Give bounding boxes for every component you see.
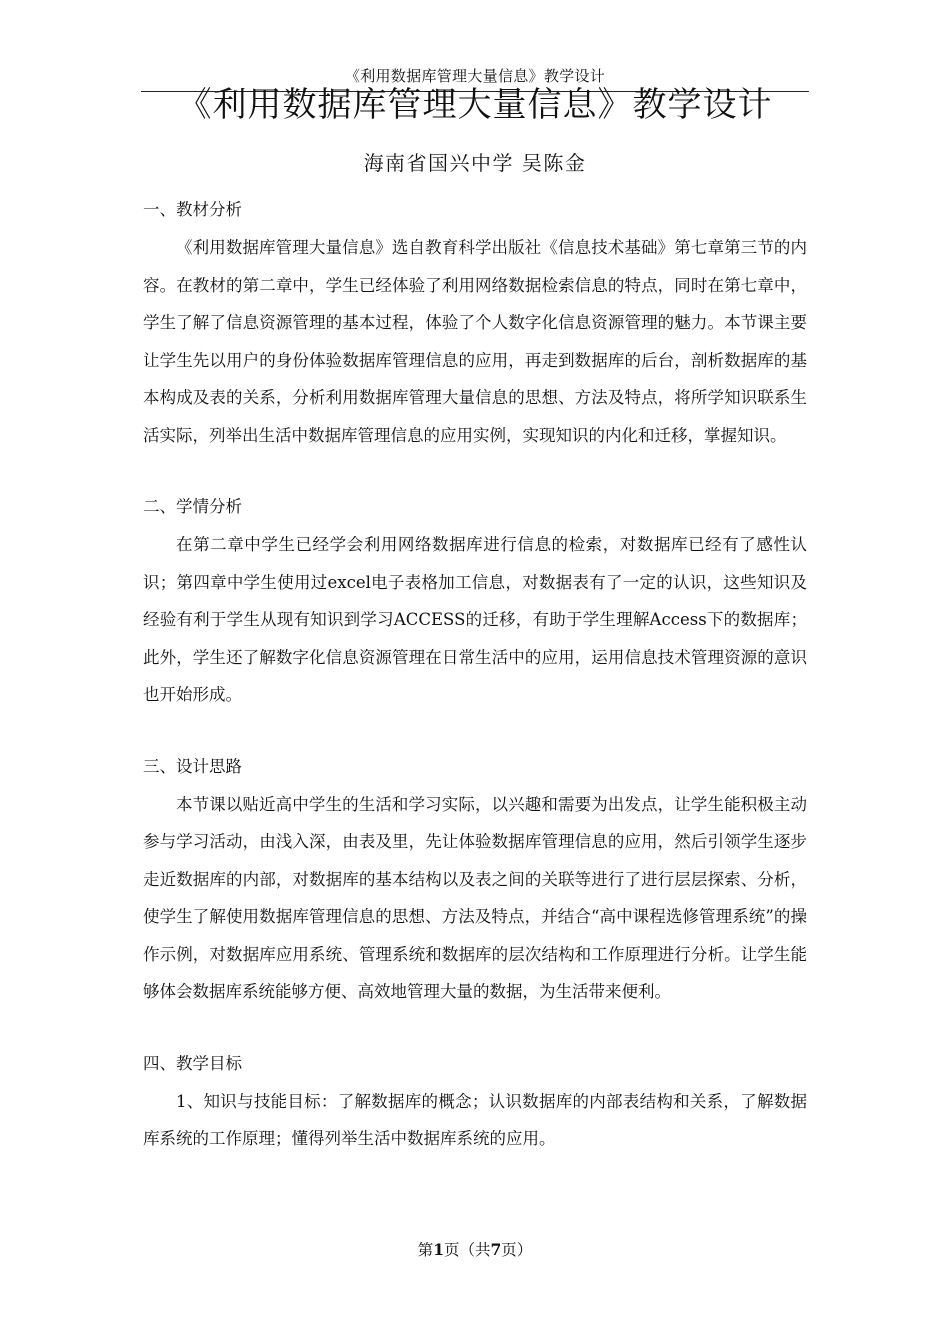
section-heading: 四、教学目标 — [143, 1053, 242, 1073]
running-header: 《利用数据库管理大量信息》教学设计 — [344, 67, 606, 85]
footer-total-pages: 7 — [490, 1240, 502, 1259]
footer-middle: 页（共 — [443, 1241, 491, 1259]
section-textbook-analysis — [143, 195, 807, 454]
footer-page-number: 1 — [433, 1240, 444, 1259]
section-design-idea — [143, 752, 807, 1011]
footer-suffix: 页） — [501, 1241, 533, 1259]
section-heading: 三、设计思路 — [143, 756, 242, 776]
author-line: 海南省国兴中学 吴陈金 — [363, 151, 587, 175]
section-heading: 一、教材分析 — [143, 200, 242, 219]
section-teaching-goals — [143, 1049, 807, 1158]
footer-prefix: 第 — [417, 1241, 434, 1259]
page-footer — [0, 1240, 950, 1260]
section-heading: 二、学情分析 — [143, 497, 242, 516]
section-paragraph: 本节课以贴近高中学生的生活和学习实际，以兴趣和需要为出发点，让学生能积极主动参与学习活动，由浅入深，由表及里，先让体验数据库管理信息的应用，然后引领学生逐步走近数据库的内部，对数据库的基本结构以及表之间的关联等进行了进行层层探索、分析，使学生了解使用数据库管理信息的思想、方法及特点，并结合“高中课程选修管理系统”的操作示例，对数据库应用系统、管理系统和数据库的层次结构和工作原理进行分析。让学生能够体会数据库系统能够方便、高效地管理大量的数据，为生活带来便利。 — [143, 794, 807, 1001]
section-paragraph: 1、知识与技能目标：了解数据库的概念；认识数据库的内部表结构和关系，了解数据库系统的工作原理；懂得列举生活中数据库系统的应用。 — [143, 1091, 807, 1148]
section-paragraph: 在第二章中学生已经学会利用网络数据库进行信息的检索，对数据库已经有了感性认识；第四章中学生使用过excel电子表格加工信息，对数据表有了一定的认识，这些知识及经验有利于学生从现有知识到学习ACCESS的迁移，有助于学生理解Access下的数据库；此外，学生还了解数字化信息资源管理在日常生活中的应用，运用信息技术管理资源的意识也开始形成。 — [143, 535, 807, 704]
document-body — [143, 195, 807, 1158]
document-title: 《利用数据库管理大量信息》教学设计 — [177, 85, 773, 125]
section-student-analysis — [143, 492, 807, 714]
section-paragraph: 《利用数据库管理大量信息》选自教育科学出版社《信息技术基础》第七章第三节的内容。在教材的第二章中，学生已经体验了利用网络数据检索信息的特点，同时在第七章中，学生了解了信息资源管理的基本过程，体验了个人数字化信息资源管理的魅力。本节课主要让学生先以用户的身份体验数据库管理信息的应用，再走到数据库的后台，剖析数据库的基本构成及表的关系，分析利用数据库管理大量信息的思想、方法及特点，将所学知识联系生活实际，列举出生活中数据库管理信息的应用实例，实现知识的内化和迁移，掌握知识。 — [143, 238, 807, 445]
